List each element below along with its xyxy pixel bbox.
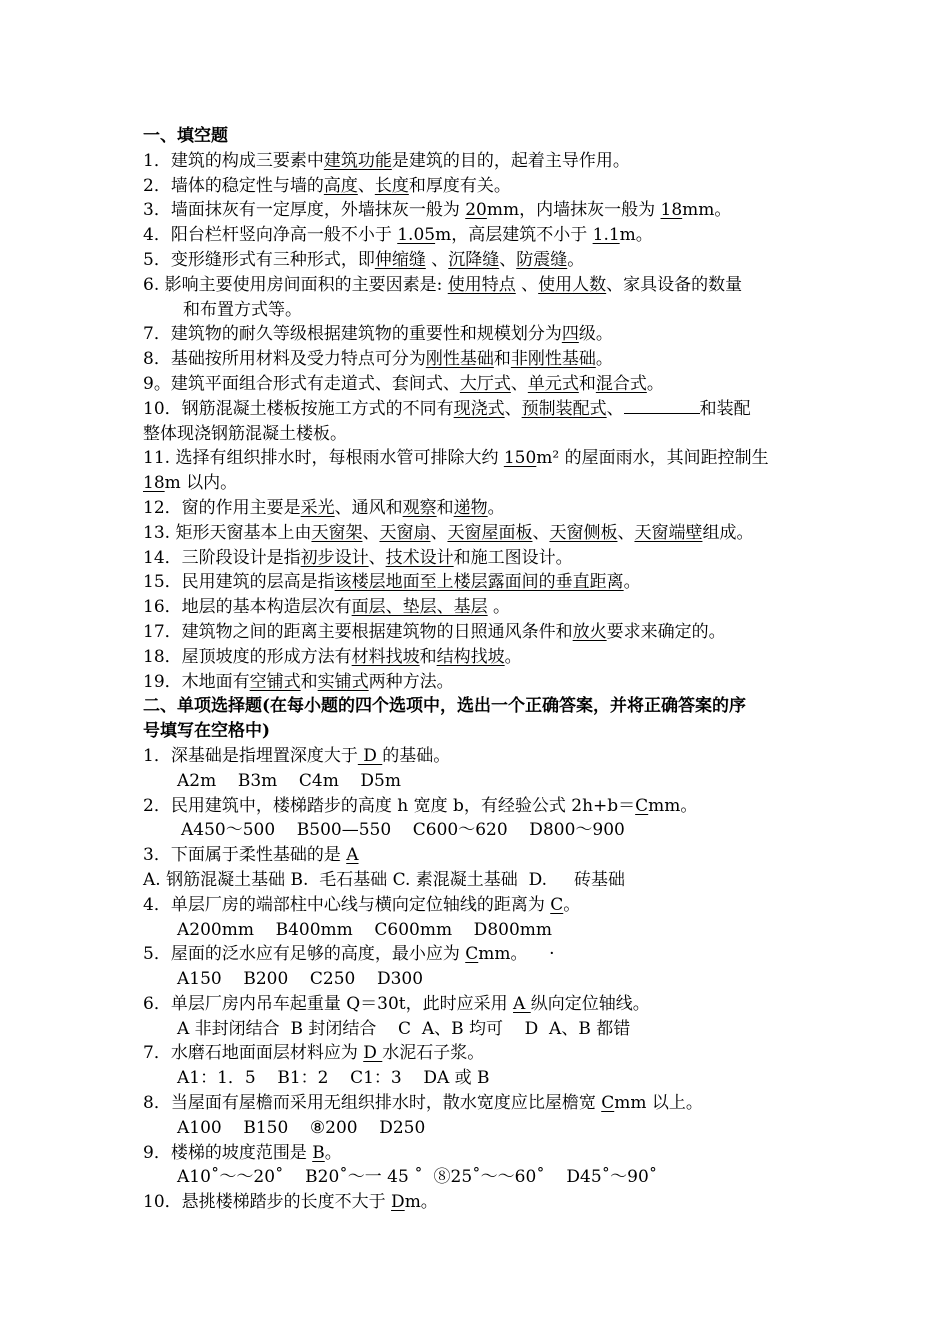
fill-question-19: 19．木地面有空铺式和实铺式两种方法。 <box>143 671 454 692</box>
answer: 防震缝 <box>516 249 568 270</box>
fill-question-6: 6. 影响主要使用房间面积的主要因素是: 使用特点 、使用人数、家具设备的数量 <box>143 274 743 295</box>
answer: 现浇式 <box>453 398 505 419</box>
answer: 预制装配式 <box>521 398 607 419</box>
answer: 大厅式 <box>459 373 511 394</box>
answer: C <box>635 795 649 816</box>
answer: 四 <box>561 324 579 345</box>
answer: 长度 <box>374 175 409 196</box>
answer: 观察 <box>402 497 437 518</box>
choice-question-3: 3．下面属于柔性基础的是 A <box>143 845 359 866</box>
answer: 单元式 <box>527 373 579 394</box>
fill-question-6-cont: 和布置方式等。 <box>183 299 302 320</box>
fill-question-13: 13. 矩形天窗基本上由天窗架、天窗扇、天窗屋面板、天窗侧板、天窗端壁组成。 <box>143 522 754 543</box>
fill-question-17: 17．建筑物之间的距离主要根据建筑物的日照通风条件和放火要求来确定的。 <box>143 621 726 642</box>
answer: C <box>465 944 479 965</box>
answer: 技术设计 <box>385 547 454 568</box>
fill-question-10-cont: 整体现浇钢筋混凝土楼板。 <box>143 423 347 444</box>
choice-question-6: 6．单层厂房内吊车起重量 Q＝30t，此时应采用 A 纵向定位轴线。 <box>143 993 650 1014</box>
section-1-title: 一、填空题 <box>143 126 228 146</box>
answer: 天窗扇 <box>379 522 431 543</box>
answer: 18 <box>143 473 165 494</box>
blank-line <box>624 397 700 414</box>
answer: 天窗端壁 <box>634 522 703 543</box>
fill-question-10: 10．钢筋混凝土楼板按施工方式的不同有现浇式、预制装配式、 和装配 <box>143 398 751 419</box>
answer: 20 <box>465 200 487 221</box>
fill-question-1: 1．建筑的构成三要素中建筑功能是建筑的目的，起着主导作用。 <box>143 150 630 171</box>
answer: D <box>357 745 383 766</box>
answer: D <box>363 1043 383 1064</box>
choice-question-4: 4．单层厂房的端部柱中心线与横向定位轴线的距离为 C。 <box>143 894 581 915</box>
fill-question-8: 8．基础按所用材料及受力特点可分为刚性基础和非刚性基础。 <box>143 349 613 370</box>
section-2-title-cont: 号填写在空格中) <box>143 721 271 742</box>
answer: 1.05 <box>397 225 436 246</box>
choice-question-7: 7．水磨石地面面层材料应为 D 水泥石子浆。 <box>143 1043 485 1064</box>
fill-question-18: 18．屋顶坡度的形成方法有材料找坡和结构找坡。 <box>143 646 522 667</box>
answer: 建筑功能 <box>323 150 392 171</box>
answer: 递物 <box>453 497 488 518</box>
answer: 高度 <box>323 175 358 196</box>
choice-options-2: A450～500 B500—550 C600～620 D800～900 <box>181 820 625 841</box>
choice-question-2: 2．民用建筑中，楼梯踏步的高度 h 宽度 b，有经验公式 2h+b＝Cmm。 <box>143 795 698 816</box>
answer: 采光 <box>300 497 335 518</box>
fill-question-11: 11. 选择有组织排水时，每根雨水管可排除大约 150m² 的屋面雨水，其间距控制生 <box>143 448 769 469</box>
fill-question-12: 12．窗的作用主要是采光、通风和观察和递物。 <box>143 497 505 518</box>
answer: 天窗侧板 <box>549 522 618 543</box>
fill-question-9: 9。建筑平面组合形式有走道式、套间式、大厅式、单元式和混合式。 <box>143 373 664 394</box>
answer: 使用特点 <box>447 274 516 295</box>
answer: 沉降缝 <box>448 249 500 270</box>
answer: B <box>312 1142 325 1163</box>
choice-question-9: 9．楼梯的坡度范围是 B。 <box>143 1142 342 1163</box>
answer: 天窗屋面板 <box>447 522 533 543</box>
section-2-title: 二、单项选择题(在每小题的四个选项中，选出一个正确答案，并将正确答案的序 <box>143 696 747 717</box>
document-content <box>143 124 811 1215</box>
choice-options-7: A1：1．5 B1：2 C1：3 DA 或 B <box>177 1068 490 1089</box>
choice-question-1: 1．深基础是指埋置深度大于 D 的基础。 <box>143 745 451 766</box>
choice-options-1: A2m B3m C4m D5m <box>177 770 401 791</box>
answer: 空铺式 <box>249 671 301 692</box>
answer: D <box>391 1192 405 1213</box>
fill-question-11-cont: 18m 以内。 <box>143 473 238 494</box>
answer: 面层、垫层、基层 <box>351 597 488 618</box>
choice-options-4: A200mm B400mm C600mm D800mm <box>177 919 553 940</box>
answer: 该楼层地面至上楼层露面间的垂直距离 <box>334 572 624 593</box>
answer: C <box>550 894 564 915</box>
choice-options-9: A10˚～～20˚ B20˚～一 45 ˚ ⑧25˚～～60˚ D45˚～90˚ <box>177 1167 658 1188</box>
answer: A <box>346 845 359 866</box>
choice-question-5: 5．屋面的泛水应有足够的高度，最小应为 Cmm。 · <box>143 944 555 965</box>
answer: 刚性基础 <box>425 349 494 370</box>
answer: 实铺式 <box>317 671 369 692</box>
answer: 非刚性基础 <box>510 349 596 370</box>
fill-question-5: 5．变形缝形式有三种形式，即伸缩缝 、沉降缝、防震缝。 <box>143 249 585 270</box>
answer: 伸缩缝 <box>374 249 426 270</box>
answer: 1.1 <box>592 225 620 246</box>
choice-options-5: A150 B200 C250 D300 <box>177 969 424 990</box>
answer: 初步设计 <box>300 547 369 568</box>
answer: C <box>601 1093 615 1114</box>
answer: 18 <box>660 200 683 221</box>
answer: 使用人数 <box>538 274 607 295</box>
answer: 混合式 <box>595 373 647 394</box>
choice-options-3: A. 钢筋混凝土基础 B. 毛石基础 C. 素混凝土基础 D. 砖基础 <box>143 869 626 890</box>
answer: A <box>513 993 531 1014</box>
choice-question-10: 10．悬挑楼梯踏步的长度不大于 Dm。 <box>143 1192 438 1213</box>
fill-question-7: 7．建筑物的耐久等级根据建筑物的重要性和规模划分为四级。 <box>143 324 613 345</box>
answer: 放火 <box>572 621 607 642</box>
answer: 150 <box>503 448 537 469</box>
fill-question-16: 16．地层的基本构造层次有面层、垫层、基层 。 <box>143 597 511 618</box>
fill-question-2: 2．墙体的稳定性与墙的高度、长度和厚度有关。 <box>143 175 511 196</box>
fill-question-4: 4．阳台栏杆竖向净高一般不小于 1.05m，高层建筑不小于 1.1m。 <box>143 225 653 246</box>
answer: 结构找坡 <box>436 646 505 667</box>
fill-question-3: 3．墙面抹灰有一定厚度，外墙抹灰一般为 20mm，内墙抹灰一般为 18mm。 <box>143 200 732 221</box>
choice-question-8: 8．当屋面有屋檐而采用无组织排水时，散水宽度应比屋檐宽 Cmm 以上。 <box>143 1093 703 1114</box>
fill-question-14: 14．三阶段设计是指初步设计、技术设计和施工图设计。 <box>143 547 573 568</box>
choice-options-8: A100 B150 ⑧200 D250 <box>177 1117 426 1138</box>
choice-options-6: A 非封闭结合 B 封闭结合 C A、B 均可 D A、B 都错 <box>177 1018 631 1039</box>
answer: 材料找坡 <box>351 646 420 667</box>
fill-question-15: 15．民用建筑的层高是指该楼层地面至上楼层露面间的垂直距离。 <box>143 572 641 593</box>
answer: 天窗架 <box>311 522 363 543</box>
